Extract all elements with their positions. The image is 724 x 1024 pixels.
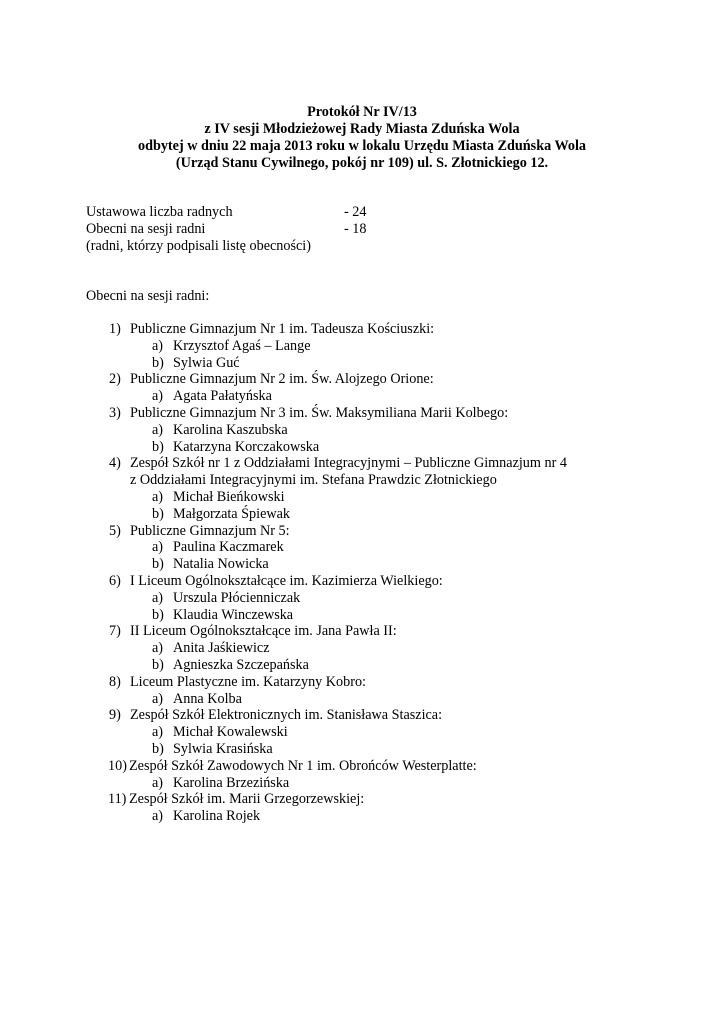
school-item bbox=[109, 791, 567, 808]
member-name: Karolina Rojek bbox=[173, 808, 261, 825]
present-count-row bbox=[86, 221, 366, 238]
session-title: z IV sesji Młodzieżowej Rady Miasta Zduńska Wola bbox=[204, 121, 520, 137]
school-number: 4) bbox=[109, 455, 121, 472]
school-item bbox=[109, 623, 567, 640]
member-letter: a) bbox=[152, 539, 164, 556]
school-name: Publiczne Gimnazjum Nr 3 im. Św. Maksymiliana Marii Kolbego: bbox=[130, 404, 509, 421]
present-count-value: - 18 bbox=[344, 221, 367, 237]
member-letter: b) bbox=[152, 656, 164, 673]
member-item bbox=[109, 607, 567, 624]
member-letter: b) bbox=[152, 606, 164, 623]
school-number: 8) bbox=[109, 673, 121, 690]
member-name: Michał Kowalewski bbox=[173, 724, 288, 741]
member-item bbox=[109, 506, 567, 523]
school-name: Zespół Szkół Zawodowych Nr 1 im. Obrońców Westerplatte: bbox=[129, 757, 477, 774]
school-number: 3) bbox=[109, 404, 121, 421]
school-item bbox=[109, 758, 567, 775]
member-name: Karolina Kaszubska bbox=[173, 421, 288, 438]
member-letter: a) bbox=[152, 640, 164, 657]
school-item bbox=[109, 674, 567, 691]
school-item bbox=[109, 573, 567, 590]
school-name-continuation: z Oddziałami Integracyjnymi im. Stefana Prawdzic Złotnickiego bbox=[130, 472, 497, 489]
member-name: Michał Bieńkowski bbox=[173, 488, 285, 505]
member-item bbox=[109, 640, 567, 657]
member-letter: b) bbox=[152, 354, 164, 371]
school-item bbox=[109, 707, 567, 724]
school-item bbox=[109, 371, 567, 388]
school-name: Zespół Szkół im. Marii Grzegorzewskiej: bbox=[129, 791, 365, 808]
session-date-location: odbytej w dniu 22 maja 2013 roku w lokalu Urzędu Miasta Zduńska Wola bbox=[137, 138, 587, 154]
school-name: Liceum Plastyczne im. Katarzyny Kobro: bbox=[130, 673, 366, 690]
member-letter: b) bbox=[152, 505, 164, 522]
member-item bbox=[109, 808, 567, 825]
member-name: Katarzyna Korczakowska bbox=[173, 438, 320, 455]
school-name: Zespół Szkół nr 1 z Oddziałami Integracyjnymi – Publiczne Gimnazjum nr 4 bbox=[130, 455, 567, 472]
statutory-count-label: Ustawowa liczba radnych bbox=[86, 204, 233, 220]
member-letter: a) bbox=[152, 774, 164, 791]
member-item bbox=[109, 691, 567, 708]
school-name: Zespół Szkół Elektronicznych im. Stanisława Staszica: bbox=[130, 707, 443, 724]
school-name: Publiczne Gimnazjum Nr 2 im. Św. Alojzego Orione: bbox=[130, 371, 434, 388]
member-name: Karolina Brzezińska bbox=[173, 774, 290, 791]
school-name: Publiczne Gimnazjum Nr 1 im. Tadeusza Kościuszki: bbox=[130, 321, 435, 337]
school-number: 2) bbox=[109, 371, 121, 388]
member-name: Agnieszka Szczepańska bbox=[173, 656, 309, 673]
member-name: Anita Jaśkiewicz bbox=[173, 640, 270, 657]
school-number: 7) bbox=[109, 623, 121, 640]
protocol-number: Protokół Nr IV/13 bbox=[307, 104, 417, 120]
school-item bbox=[109, 523, 567, 540]
member-name: Paulina Kaczmarek bbox=[173, 539, 284, 556]
member-item bbox=[109, 439, 567, 456]
statutory-count-value: - 24 bbox=[344, 204, 367, 220]
member-item bbox=[109, 657, 567, 674]
member-name: Anna Kolba bbox=[173, 690, 242, 707]
school-number: 5) bbox=[109, 522, 121, 539]
present-count-label: Obecni na sesji radni bbox=[86, 221, 206, 237]
member-name: Natalia Nowicka bbox=[173, 556, 269, 573]
member-item bbox=[109, 556, 567, 573]
session-address: (Urząd Stanu Cywilnego, pokój nr 109) ul. S. Złotnickiego 12. bbox=[175, 155, 549, 171]
member-name: Agata Pałatyńska bbox=[173, 388, 272, 405]
member-letter: a) bbox=[152, 589, 164, 606]
member-item bbox=[109, 741, 567, 758]
member-item bbox=[109, 489, 567, 506]
document-header bbox=[0, 104, 724, 172]
member-letter: a) bbox=[152, 488, 164, 505]
member-item bbox=[109, 338, 567, 355]
member-letter: b) bbox=[152, 556, 164, 573]
member-name: Krzysztof Agaś – Lange bbox=[173, 337, 311, 354]
member-letter: a) bbox=[152, 724, 164, 741]
school-number: 9) bbox=[109, 707, 121, 724]
school-number: 11) bbox=[108, 791, 127, 808]
member-name: Urszula Płócienniczak bbox=[173, 589, 301, 606]
school-number: 1) bbox=[109, 321, 121, 337]
member-item bbox=[109, 388, 567, 405]
member-letter: a) bbox=[152, 337, 164, 354]
attendance-stats bbox=[86, 204, 366, 255]
member-letter: b) bbox=[152, 438, 164, 455]
member-item bbox=[109, 422, 567, 439]
school-item bbox=[109, 321, 567, 338]
school-number: 6) bbox=[109, 572, 121, 589]
member-letter: b) bbox=[152, 740, 164, 757]
member-item bbox=[109, 724, 567, 741]
school-item bbox=[109, 405, 567, 422]
member-name: Klaudia Winczewska bbox=[173, 606, 294, 623]
school-number: 10) bbox=[108, 757, 127, 774]
member-name: Sylwia Guć bbox=[173, 354, 240, 371]
statutory-count-row bbox=[86, 204, 366, 221]
member-name: Sylwia Krasińska bbox=[173, 740, 273, 757]
member-item bbox=[109, 355, 567, 372]
school-item bbox=[109, 455, 567, 472]
member-name: Małgorzata Śpiewak bbox=[173, 505, 291, 522]
member-letter: a) bbox=[152, 421, 164, 438]
member-letter: a) bbox=[152, 690, 164, 707]
present-heading: Obecni na sesji radni: bbox=[86, 288, 210, 304]
member-letter: a) bbox=[152, 808, 164, 825]
school-name: II Liceum Ogólnokształcące im. Jana Pawła II: bbox=[130, 623, 397, 640]
member-item bbox=[109, 775, 567, 792]
school-list bbox=[109, 321, 567, 825]
attendance-note: (radni, którzy podpisali listę obecności) bbox=[86, 238, 311, 254]
member-item bbox=[109, 539, 567, 556]
member-letter: a) bbox=[152, 388, 164, 405]
school-name: I Liceum Ogólnokształcące im. Kazimierza Wielkiego: bbox=[130, 572, 443, 589]
member-item bbox=[109, 590, 567, 607]
school-name: Publiczne Gimnazjum Nr 5: bbox=[130, 522, 290, 539]
